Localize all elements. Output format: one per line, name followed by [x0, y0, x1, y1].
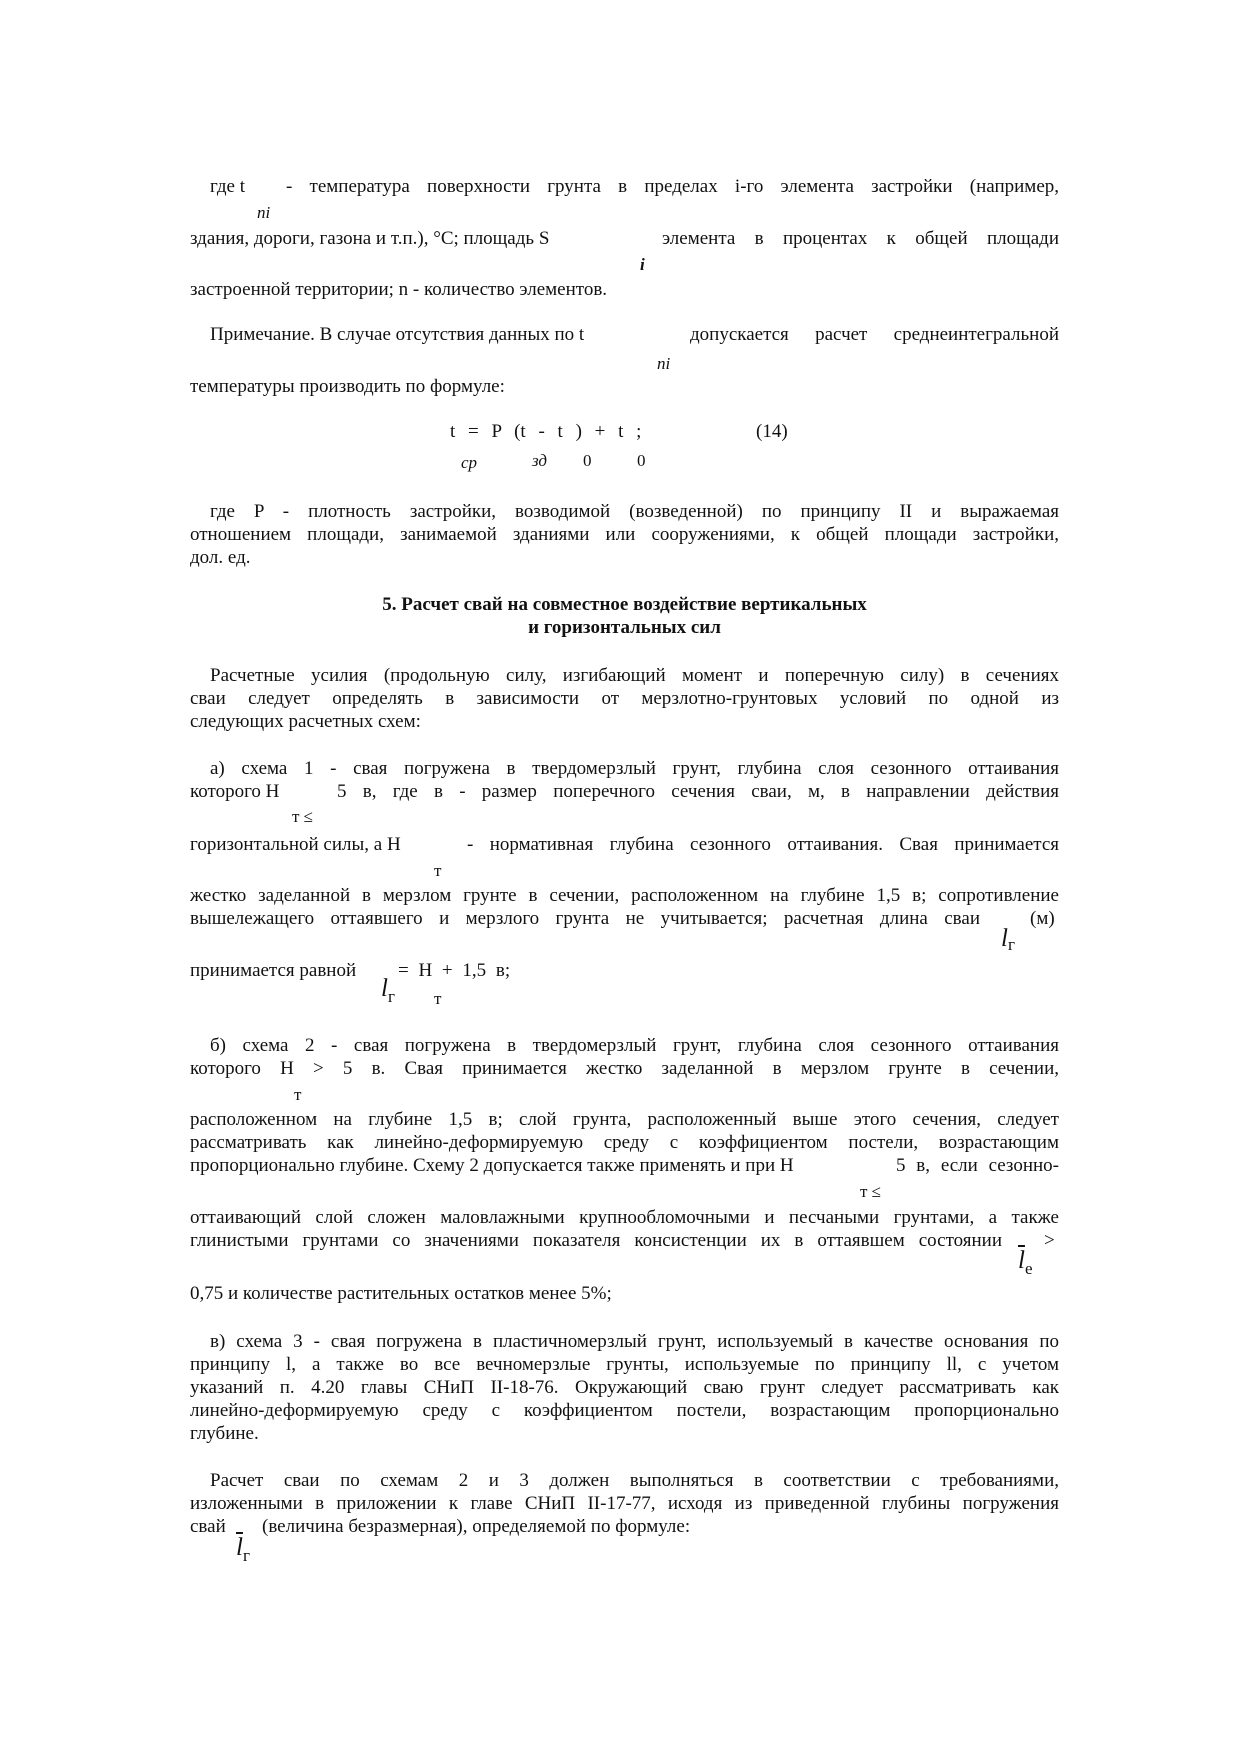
pb-line6: оттаивающий слой сложен маловлажными крупнообломочными и песчаными грунтами, а также	[190, 1207, 1059, 1228]
pa-line2-start: которого H	[190, 781, 280, 802]
note-line2: температуры производить по формуле:	[190, 376, 505, 397]
pa-line1: а) схема 1 - свая погружена в твердомерзлый грунт, глубина слоя сезонного оттаивания	[210, 758, 1059, 779]
p1-sub-i: i	[640, 255, 645, 274]
pa-symbol-lg-1-sub: г	[1008, 935, 1015, 954]
p1-line3: застроенной территории; n - количество элементов.	[190, 279, 608, 300]
pa-line5-unit: (м)	[1030, 908, 1055, 929]
pd-symbol-lg: $\overline{l}$	[236, 1534, 243, 1561]
pb-line5-end: 5 в, если сезонно-	[896, 1155, 1059, 1176]
pa-symbol-lg-2: l	[381, 975, 388, 1002]
pa-line6-start: принимается равной	[190, 960, 357, 981]
p1-line1-end: - температура поверхности грунта в пределах i-го элемента застройки (например,	[286, 176, 1059, 197]
pa-sub-t: т	[434, 861, 442, 880]
pb-sub-t: т	[294, 1085, 302, 1104]
note-line1-start: Примечание. В случае отсутствия данных по t	[210, 324, 585, 345]
pa-sub-t-le: т ≤	[292, 807, 314, 826]
p3-line2: сваи следует определять в зависимости от мерзлотно-грунтовых условий по одной из	[190, 688, 1059, 709]
pd-line3-end: (величина безразмерная), определяемой по формуле:	[262, 1516, 691, 1537]
pa-symbol-lg-1: l	[1001, 925, 1008, 952]
pc-line5: глубине.	[190, 1423, 259, 1444]
pb-line2: которого H > 5 в. Свая принимается жестко заделанной в мерзлом грунте в сечении,	[190, 1058, 1059, 1079]
pa-line2-end: 5 в, где в - размер поперечного сечения сваи, м, в направлении действия	[337, 781, 1059, 802]
pa-sub-t-6: т	[434, 989, 442, 1008]
pa-line3-start: горизонтальной силы, а H	[190, 834, 401, 855]
p1-line2-start: здания, дороги, газона и т.п.), °С; площадь S	[190, 228, 550, 249]
p1-line1-start: где t	[210, 176, 245, 197]
pd-line2: изложенными в приложении к главе СНиП II-17-77, исходя из приведенной глубины погружения	[190, 1493, 1059, 1514]
pb-line5-start: пропорционально глубине. Схему 2 допускается также применять и при H	[190, 1155, 794, 1176]
pd-line1: Расчет сваи по схемам 2 и 3 должен выполняться в соответствии с требованиями,	[210, 1470, 1059, 1491]
p1-line2-end: элемента в процентах к общей площади	[662, 228, 1059, 249]
p2-line1: где P - плотность застройки, возводимой (возведенной) по принципу II и выражаемая	[210, 501, 1059, 522]
p2-line2: отношением площади, занимаемой зданиями или сооружениями, к общей площади застройки,	[190, 524, 1059, 545]
formula-14: t = P (t - t ) + t ;	[450, 421, 642, 442]
pd-symbol-lg-sub: г	[243, 1546, 250, 1565]
section-heading-line2: и горизонтальных сил	[528, 617, 721, 638]
p1-sub-ni: ni	[257, 203, 271, 222]
note-line1-end: допускается расчет среднеинтегральной	[690, 324, 1059, 345]
pa-line4: жестко заделанной в мерзлом грунте в сечении, расположенном на глубине 1,5 в; сопротивление	[190, 885, 1059, 906]
formula-sub-0a: 0	[583, 451, 592, 470]
pc-line1: в) схема 3 - свая погружена в пластичномерзлый грунт, используемый в качестве основания по	[210, 1331, 1059, 1352]
p2-line3: дол. ед.	[190, 547, 251, 568]
pa-symbol-lg-2-sub: г	[388, 987, 395, 1006]
formula-sub-0b: 0	[637, 451, 646, 470]
pc-line3: указаний п. 4.20 главы СНиП II-18-76. Окружающий сваю грунт следует рассматривать как	[190, 1377, 1059, 1398]
pb-line7-main: глинистыми грунтами со значениями показателя консистенции их в оттаявшем состоянии	[190, 1230, 1002, 1251]
pc-line2: принципу l, а также во все вечномерзлые грунты, используемые по принципу ll, с учетом	[190, 1354, 1059, 1375]
formula-number: (14)	[756, 421, 788, 442]
formula-sub-zd: зд	[532, 451, 548, 470]
p3-line1: Расчетные усилия (продольную силу, изгибающий момент и поперечную силу) в сечениях	[210, 665, 1059, 686]
pb-line7-gt: >	[1044, 1230, 1055, 1251]
note-sub-ni: ni	[657, 354, 671, 373]
formula-sub-cp: ср	[461, 453, 478, 472]
pb-symbol-le-sub: e	[1025, 1259, 1033, 1278]
pb-line4: рассматривать как линейно-деформируемую среду с коэффициентом постели, возрастающим	[190, 1132, 1059, 1153]
pa-line5-main: вышележащего оттаявшего и мерзлого грунта не учитывается; расчетная длина сваи	[190, 908, 980, 929]
pb-sub-t-le: т ≤	[860, 1182, 882, 1201]
pb-line8: 0,75 и количестве растительных остатков менее 5%;	[190, 1283, 612, 1304]
pa-line3-end: - нормативная глубина сезонного оттаивания. Свая принимается	[467, 834, 1059, 855]
pc-line4: линейно-деформируемую среду с коэффициентом постели, возрастающим пропорционально	[190, 1400, 1059, 1421]
pd-line3-start: свай	[190, 1516, 226, 1537]
pb-symbol-le: $\overline{l}$	[1018, 1247, 1025, 1274]
pb-line1: б) схема 2 - свая погружена в твердомерзлый грунт, глубина слоя сезонного оттаивания	[210, 1035, 1059, 1056]
p3-line3: следующих расчетных схем:	[190, 711, 421, 732]
pa-line6-end: = H + 1,5 в;	[398, 960, 511, 981]
section-heading-line1: 5. Расчет свай на совместное воздействие вертикальных	[382, 594, 867, 615]
pb-line3: расположенном на глубине 1,5 в; слой грунта, расположенный выше этого сечения, следует	[190, 1109, 1059, 1130]
